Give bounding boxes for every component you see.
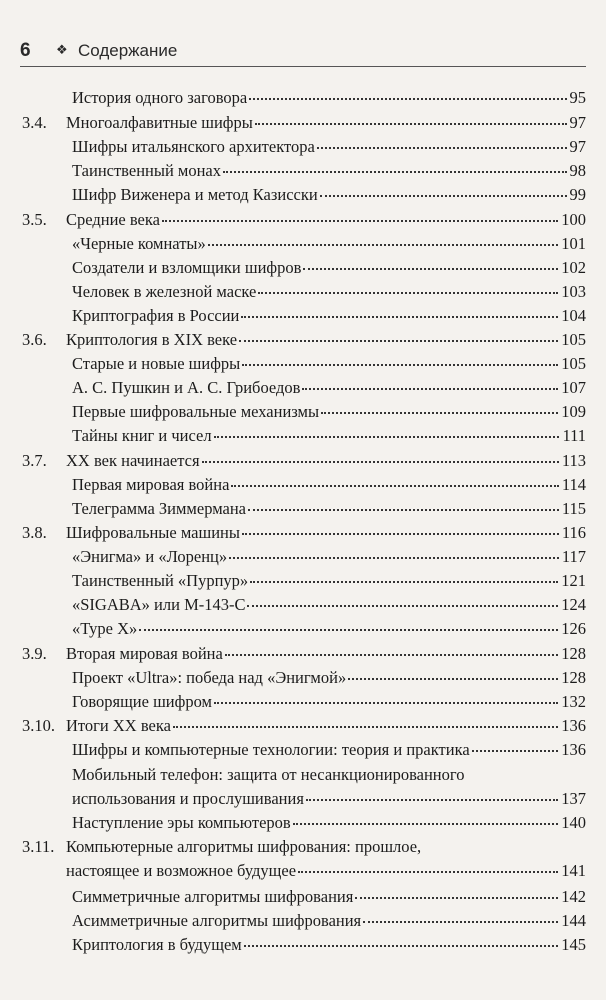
dot-leader — [317, 146, 567, 149]
toc-entry-title: Компьютерные алгоритмы шифрования: прошлое, — [66, 837, 422, 856]
toc-entry-title: Первая мировая война — [72, 475, 230, 494]
page-number-ref: 136 — [561, 716, 586, 735]
page-number-ref: 126 — [561, 619, 586, 638]
dot-leader — [306, 798, 558, 801]
page-number-ref: 124 — [561, 595, 586, 614]
page-number-ref: 101 — [561, 234, 586, 253]
page-number-ref: 117 — [561, 547, 586, 566]
dot-leader — [208, 243, 559, 246]
dot-leader — [293, 822, 559, 825]
dot-leader — [298, 870, 558, 873]
page-number-ref: 132 — [561, 692, 586, 711]
dot-leader — [242, 363, 558, 366]
page-number-ref: 114 — [561, 475, 586, 494]
toc-entry-title: Шифр Виженера и метод Казисски — [72, 185, 318, 204]
toc-entry-title: Средние века — [66, 210, 160, 229]
toc-entry-title: Таинственный «Пурпур» — [72, 571, 249, 590]
dot-leader — [214, 435, 560, 438]
page-number-ref: 103 — [561, 282, 586, 301]
dot-leader — [225, 653, 558, 656]
dot-leader — [242, 532, 559, 535]
dot-leader — [348, 677, 558, 680]
dot-leader — [248, 508, 559, 511]
page-number-ref: 144 — [561, 911, 586, 930]
dot-leader — [214, 701, 558, 704]
toc-entry-title: Создатели и взломщики шифров — [72, 258, 302, 277]
page-number-ref: 111 — [562, 426, 586, 445]
toc-entry-title: Шифры итальянского архитектора — [72, 137, 315, 156]
toc-entry-title: Наступление эры компьютеров — [72, 813, 291, 832]
dot-leader — [231, 484, 558, 487]
dot-leader — [229, 556, 559, 559]
page-number-ref: 102 — [561, 258, 586, 277]
page-number-ref: 128 — [561, 644, 586, 663]
toc-entry-title: Итоги XX века — [66, 716, 171, 735]
toc-entry-title: «SIGABA» или М-143-С — [72, 595, 246, 614]
section-number: 3.9. — [22, 644, 47, 663]
dot-leader — [244, 944, 559, 947]
page-number-ref: 141 — [561, 861, 586, 880]
running-head-title: Содержание — [78, 41, 178, 60]
page-number-ref: 105 — [561, 354, 586, 373]
page-number-ref: 109 — [561, 402, 586, 421]
page-number-ref: 128 — [561, 668, 586, 687]
page-number-ref: 145 — [561, 935, 586, 954]
toc-entry-title: Симметричные алгоритмы шифрования — [72, 887, 354, 906]
toc-entry-title: Первые шифровальные механизмы — [72, 402, 320, 421]
dot-leader — [320, 194, 567, 197]
page-number-ref: 113 — [561, 451, 586, 470]
dot-leader — [249, 97, 566, 100]
toc-entry-title: Проект «Ultra»: победа над «Энигмой» — [72, 668, 347, 687]
dot-leader — [239, 339, 558, 342]
toc-entry-title: Старые и новые шифры — [72, 354, 241, 373]
toc-entry-title: Таинственный монах — [72, 161, 221, 180]
page-number-ref: 136 — [561, 740, 586, 759]
toc-entry-title: Шифровальные машины — [66, 523, 240, 542]
dot-leader — [173, 725, 558, 728]
section-number: 3.11. — [22, 837, 55, 856]
dot-leader — [202, 460, 559, 463]
dot-leader — [162, 219, 558, 222]
page-number: 6 — [20, 40, 31, 61]
dot-leader — [321, 411, 558, 414]
toc-entry-title: А. С. Пушкин и А. С. Грибоедов — [72, 378, 301, 397]
toc-entry-title: Криптология в будущем — [72, 935, 242, 954]
toc-entry-title: Телеграмма Зиммермана — [72, 499, 246, 518]
toc-entry-title: «Черные комнаты» — [72, 234, 206, 253]
page-number-ref: 99 — [569, 185, 586, 204]
page-number-ref: 142 — [561, 887, 586, 906]
toc-entry-title-continued: настоящее и возможное будущее — [66, 861, 297, 880]
diamond-separator-icon: ❖ — [56, 42, 68, 57]
page-number-ref: 100 — [561, 210, 586, 229]
toc-entry-title: История одного заговора — [72, 88, 248, 107]
section-number: 3.5. — [22, 210, 47, 229]
section-number: 3.8. — [22, 523, 47, 542]
section-number: 3.4. — [22, 113, 47, 132]
page-number-ref: 104 — [561, 306, 586, 325]
dot-leader — [241, 315, 558, 318]
page-number-ref: 105 — [561, 330, 586, 349]
toc-entry-title: XX век начинается — [66, 451, 200, 470]
toc-entry-title: Многоалфавитные шифры — [66, 113, 253, 132]
section-number: 3.10. — [22, 716, 55, 735]
toc-entry-title: Асимметричные алгоритмы шифрования — [72, 911, 362, 930]
section-number: 3.7. — [22, 451, 47, 470]
dot-leader — [223, 170, 567, 173]
dot-leader — [303, 267, 558, 270]
page-number-ref: 107 — [561, 378, 586, 397]
toc-entry-title: «Энигма» и «Лоренц» — [72, 547, 228, 566]
dot-leader — [139, 628, 558, 631]
toc-entry-title: Тайны книг и чисел — [72, 426, 212, 445]
toc-entry-title: Криптография в России — [72, 306, 240, 325]
page-number-ref: 98 — [569, 161, 586, 180]
page-number-ref: 121 — [561, 571, 586, 590]
page-number-ref: 116 — [561, 523, 586, 542]
dot-leader — [363, 920, 558, 923]
section-number: 3.6. — [22, 330, 47, 349]
toc-entry-title: Шифры и компьютерные технологии: теория и практика — [72, 740, 470, 759]
toc-entry-title-continued: использования и прослушивания — [72, 789, 304, 808]
toc-entry-title: Мобильный телефон: защита от несанкционированного — [72, 765, 465, 784]
toc-entry-title: Говорящие шифром — [72, 692, 212, 711]
dot-leader — [258, 291, 558, 294]
toc-entry-title: «Type X» — [72, 619, 138, 638]
dot-leader — [302, 387, 558, 390]
dot-leader — [355, 896, 558, 899]
toc-entry-title: Человек в железной маске — [72, 282, 257, 301]
page-number-ref: 140 — [561, 813, 586, 832]
page-number-ref: 97 — [569, 137, 586, 156]
page-number-ref: 115 — [561, 499, 586, 518]
dot-leader — [255, 122, 567, 125]
toc-entry-title: Криптология в XIX веке — [66, 330, 238, 349]
page-number-ref: 137 — [561, 789, 586, 808]
page-number-ref: 97 — [569, 113, 586, 132]
page-number-ref: 95 — [569, 88, 586, 107]
dot-leader — [472, 749, 559, 752]
dot-leader — [250, 580, 558, 583]
dot-leader — [247, 604, 558, 607]
toc-entry-title: Вторая мировая война — [66, 644, 223, 663]
